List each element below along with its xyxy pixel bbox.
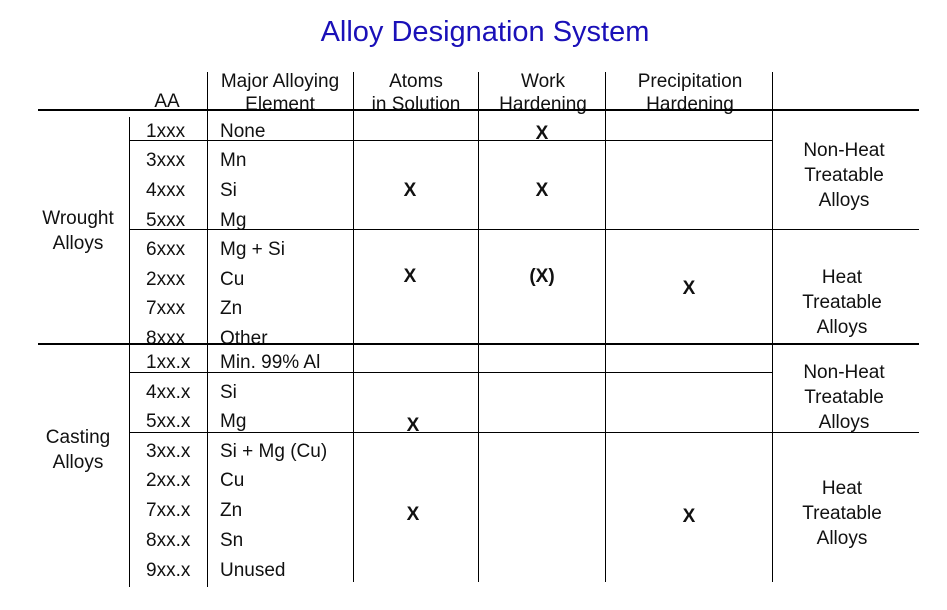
column-divider-line — [605, 72, 606, 582]
alloying-element: Zn — [220, 500, 243, 521]
aa-code: 3xx.x — [146, 441, 191, 462]
header-work-line1: Work — [521, 71, 565, 92]
category-line: Treatable — [802, 503, 882, 524]
group-wrought-alloys — [42, 206, 113, 256]
alloying-element: Si + Mg (Cu) — [220, 441, 328, 462]
aa-code: 2xx.x — [146, 470, 191, 491]
row-divider-line — [129, 372, 773, 373]
aa-code: 8xx.x — [146, 530, 191, 551]
category-non-heat-treatable-wrought — [803, 138, 884, 213]
header-atoms-line2: in Solution — [371, 94, 461, 115]
aa-code: 8xxx — [146, 328, 186, 349]
alloying-element: Cu — [220, 470, 245, 491]
aa-code: 1xx.x — [146, 352, 191, 373]
category-non-heat-treatable-casting — [803, 360, 884, 435]
alloying-element: Si — [220, 180, 237, 201]
aa-code: 2xxx — [146, 269, 186, 290]
page-title: Alloy Designation System — [320, 16, 650, 48]
row-divider-line — [129, 229, 919, 230]
aa-code: 4xx.x — [146, 382, 191, 403]
header-aa: AA — [154, 91, 180, 112]
aa-code: 4xxx — [146, 180, 186, 201]
alloying-element: Mg — [220, 411, 247, 432]
alloying-element: Min. 99% Al — [220, 352, 321, 373]
row-divider-line — [129, 140, 773, 141]
alloying-element: None — [220, 121, 266, 142]
atoms-in-solution-mark: X — [403, 266, 417, 287]
category-line: Alloys — [818, 190, 870, 211]
alloying-element: Other — [220, 328, 268, 349]
alloying-element: Zn — [220, 298, 243, 319]
header-atoms-line1: Atoms — [389, 71, 443, 92]
column-divider-line — [478, 72, 479, 582]
category-heat-treatable-wrought — [802, 265, 882, 340]
category-line: Treatable — [804, 387, 884, 408]
category-line: Treatable — [804, 165, 884, 186]
aa-code: 5xx.x — [146, 411, 191, 432]
work-hardening-mark: X — [535, 180, 549, 201]
atoms-in-solution-mark: X — [406, 504, 420, 525]
alloying-element: Mg + Si — [220, 239, 285, 260]
category-line: Heat — [821, 478, 863, 499]
header-precip-line1: Precipitation — [637, 71, 743, 92]
category-line: Alloys — [816, 317, 868, 338]
category-line: Heat — [821, 267, 863, 288]
category-line: Alloys — [818, 412, 870, 433]
aa-code: 7xx.x — [146, 500, 191, 521]
atoms-in-solution-mark: X — [406, 415, 420, 436]
category-line: Non-Heat — [803, 362, 885, 383]
category-line: Non-Heat — [803, 140, 885, 161]
alloying-element: Cu — [220, 269, 245, 290]
category-line: Alloys — [816, 528, 868, 549]
aa-code: 5xxx — [146, 210, 186, 231]
alloying-element: Si — [220, 382, 237, 403]
header-precip-line2: Hardening — [646, 94, 734, 115]
header-work-line2: Hardening — [499, 94, 587, 115]
work-hardening-partial-mark: (X) — [529, 266, 555, 287]
header-major-line1: Major Alloying — [220, 71, 340, 92]
alloying-element: Mn — [220, 150, 247, 171]
column-divider-line — [772, 72, 773, 582]
column-divider-line — [207, 72, 208, 587]
group-casting-alloys — [46, 425, 110, 475]
group-wrought-line2: Alloys — [52, 233, 104, 254]
header-major-line2: Element — [245, 94, 315, 115]
aa-code: 6xxx — [146, 239, 186, 260]
group-casting-line2: Alloys — [52, 452, 104, 473]
aa-code: 1xxx — [146, 121, 186, 142]
precipitation-hardening-mark: X — [682, 278, 696, 299]
work-hardening-mark: X — [535, 123, 549, 144]
alloying-element: Unused — [220, 560, 286, 581]
aa-code: 9xx.x — [146, 560, 191, 581]
category-line: Treatable — [802, 292, 882, 313]
group-casting-line1: Casting — [45, 427, 111, 448]
column-divider-line — [129, 117, 130, 587]
alloying-element: Sn — [220, 530, 244, 551]
atoms-in-solution-mark: X — [403, 180, 417, 201]
aa-code: 3xxx — [146, 150, 186, 171]
row-divider-line — [129, 432, 919, 433]
aa-code: 7xxx — [146, 298, 186, 319]
group-wrought-line1: Wrought — [42, 208, 114, 229]
column-divider-line — [353, 72, 354, 582]
category-heat-treatable-casting — [802, 476, 882, 551]
alloying-element: Mg — [220, 210, 247, 231]
precipitation-hardening-mark: X — [682, 506, 696, 527]
